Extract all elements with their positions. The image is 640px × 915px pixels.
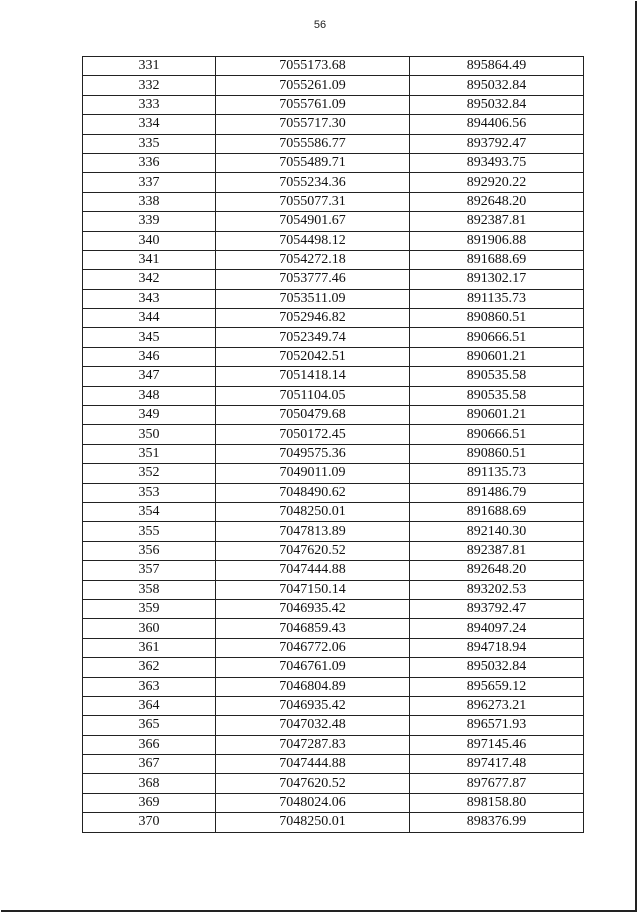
x-coordinate-cell: 7048490.62 bbox=[216, 483, 410, 502]
y-coordinate-cell: 890601.21 bbox=[410, 347, 584, 366]
x-coordinate-cell: 7049575.36 bbox=[216, 444, 410, 463]
table-row bbox=[83, 696, 584, 715]
x-coordinate-cell: 7050479.68 bbox=[216, 406, 410, 425]
table-row bbox=[83, 212, 584, 231]
y-coordinate-cell: 891688.69 bbox=[410, 250, 584, 269]
point-number-cell: 347 bbox=[83, 367, 216, 386]
x-coordinate-cell: 7046935.42 bbox=[216, 599, 410, 618]
y-coordinate-cell: 891486.79 bbox=[410, 483, 584, 502]
point-number-cell: 359 bbox=[83, 599, 216, 618]
x-coordinate-cell: 7054272.18 bbox=[216, 250, 410, 269]
point-number-cell: 355 bbox=[83, 522, 216, 541]
x-coordinate-cell: 7055261.09 bbox=[216, 76, 410, 95]
x-coordinate-cell: 7052946.82 bbox=[216, 309, 410, 328]
x-coordinate-cell: 7055489.71 bbox=[216, 153, 410, 172]
table-row bbox=[83, 444, 584, 463]
point-number-cell: 346 bbox=[83, 347, 216, 366]
point-number-cell: 331 bbox=[83, 57, 216, 76]
table-row bbox=[83, 309, 584, 328]
x-coordinate-cell: 7055234.36 bbox=[216, 173, 410, 192]
x-coordinate-cell: 7046761.09 bbox=[216, 658, 410, 677]
table-row bbox=[83, 580, 584, 599]
y-coordinate-cell: 892648.20 bbox=[410, 561, 584, 580]
y-coordinate-cell: 893792.47 bbox=[410, 134, 584, 153]
point-number-cell: 349 bbox=[83, 406, 216, 425]
point-number-cell: 366 bbox=[83, 735, 216, 754]
x-coordinate-cell: 7055717.30 bbox=[216, 115, 410, 134]
y-coordinate-cell: 891135.73 bbox=[410, 464, 584, 483]
table-row bbox=[83, 502, 584, 521]
y-coordinate-cell: 897145.46 bbox=[410, 735, 584, 754]
point-number-cell: 369 bbox=[83, 793, 216, 812]
x-coordinate-cell: 7050172.45 bbox=[216, 425, 410, 444]
y-coordinate-cell: 893202.53 bbox=[410, 580, 584, 599]
point-number-cell: 348 bbox=[83, 386, 216, 405]
y-coordinate-cell: 897677.87 bbox=[410, 774, 584, 793]
point-number-cell: 340 bbox=[83, 231, 216, 250]
page-number: 56 bbox=[313, 19, 327, 31]
x-coordinate-cell: 7048250.01 bbox=[216, 502, 410, 521]
point-number-cell: 332 bbox=[83, 76, 216, 95]
table-row bbox=[83, 735, 584, 754]
x-coordinate-cell: 7054901.67 bbox=[216, 212, 410, 231]
table-row bbox=[83, 522, 584, 541]
y-coordinate-cell: 891688.69 bbox=[410, 502, 584, 521]
y-coordinate-cell: 891135.73 bbox=[410, 289, 584, 308]
point-number-cell: 352 bbox=[83, 464, 216, 483]
y-coordinate-cell: 890666.51 bbox=[410, 328, 584, 347]
point-number-cell: 341 bbox=[83, 250, 216, 269]
point-number-cell: 343 bbox=[83, 289, 216, 308]
point-number-cell: 362 bbox=[83, 658, 216, 677]
table-body bbox=[83, 57, 584, 833]
point-number-cell: 353 bbox=[83, 483, 216, 502]
point-number-cell: 356 bbox=[83, 541, 216, 560]
table-row bbox=[83, 270, 584, 289]
table-row bbox=[83, 483, 584, 502]
x-coordinate-cell: 7046772.06 bbox=[216, 638, 410, 657]
table-row bbox=[83, 76, 584, 95]
y-coordinate-cell: 890860.51 bbox=[410, 444, 584, 463]
x-coordinate-cell: 7052349.74 bbox=[216, 328, 410, 347]
y-coordinate-cell: 890601.21 bbox=[410, 406, 584, 425]
point-number-cell: 351 bbox=[83, 444, 216, 463]
y-coordinate-cell: 892387.81 bbox=[410, 541, 584, 560]
x-coordinate-cell: 7047150.14 bbox=[216, 580, 410, 599]
point-number-cell: 354 bbox=[83, 502, 216, 521]
point-number-cell: 342 bbox=[83, 270, 216, 289]
y-coordinate-cell: 892387.81 bbox=[410, 212, 584, 231]
x-coordinate-cell: 7047287.83 bbox=[216, 735, 410, 754]
table-row bbox=[83, 153, 584, 172]
point-number-cell: 360 bbox=[83, 619, 216, 638]
table-row bbox=[83, 793, 584, 812]
y-coordinate-cell: 894406.56 bbox=[410, 115, 584, 134]
table-row bbox=[83, 367, 584, 386]
y-coordinate-cell: 894718.94 bbox=[410, 638, 584, 657]
table-row bbox=[83, 716, 584, 735]
x-coordinate-cell: 7048024.06 bbox=[216, 793, 410, 812]
y-coordinate-cell: 893493.75 bbox=[410, 153, 584, 172]
point-number-cell: 370 bbox=[83, 813, 216, 832]
x-coordinate-cell: 7047813.89 bbox=[216, 522, 410, 541]
y-coordinate-cell: 895032.84 bbox=[410, 658, 584, 677]
table-row bbox=[83, 328, 584, 347]
x-coordinate-cell: 7052042.51 bbox=[216, 347, 410, 366]
point-number-cell: 333 bbox=[83, 95, 216, 114]
table-row bbox=[83, 658, 584, 677]
y-coordinate-cell: 895032.84 bbox=[410, 76, 584, 95]
x-coordinate-cell: 7047444.88 bbox=[216, 755, 410, 774]
x-coordinate-cell: 7055173.68 bbox=[216, 57, 410, 76]
table-row bbox=[83, 813, 584, 832]
x-coordinate-cell: 7054498.12 bbox=[216, 231, 410, 250]
table-row bbox=[83, 231, 584, 250]
x-coordinate-cell: 7053777.46 bbox=[216, 270, 410, 289]
table-row bbox=[83, 638, 584, 657]
point-number-cell: 334 bbox=[83, 115, 216, 134]
y-coordinate-cell: 891302.17 bbox=[410, 270, 584, 289]
table-row bbox=[83, 115, 584, 134]
y-coordinate-cell: 895032.84 bbox=[410, 95, 584, 114]
point-number-cell: 364 bbox=[83, 696, 216, 715]
y-coordinate-cell: 897417.48 bbox=[410, 755, 584, 774]
y-coordinate-cell: 890535.58 bbox=[410, 367, 584, 386]
table-row bbox=[83, 134, 584, 153]
table-row bbox=[83, 425, 584, 444]
x-coordinate-cell: 7047032.48 bbox=[216, 716, 410, 735]
table-row bbox=[83, 250, 584, 269]
y-coordinate-cell: 895659.12 bbox=[410, 677, 584, 696]
y-coordinate-cell: 896571.93 bbox=[410, 716, 584, 735]
x-coordinate-cell: 7053511.09 bbox=[216, 289, 410, 308]
x-coordinate-cell: 7055077.31 bbox=[216, 192, 410, 211]
x-coordinate-cell: 7055761.09 bbox=[216, 95, 410, 114]
x-coordinate-cell: 7047444.88 bbox=[216, 561, 410, 580]
point-number-cell: 337 bbox=[83, 173, 216, 192]
x-coordinate-cell: 7048250.01 bbox=[216, 813, 410, 832]
coordinates-table bbox=[82, 56, 584, 833]
y-coordinate-cell: 893792.47 bbox=[410, 599, 584, 618]
x-coordinate-cell: 7047620.52 bbox=[216, 541, 410, 560]
y-coordinate-cell: 896273.21 bbox=[410, 696, 584, 715]
table-row bbox=[83, 774, 584, 793]
x-coordinate-cell: 7049011.09 bbox=[216, 464, 410, 483]
point-number-cell: 368 bbox=[83, 774, 216, 793]
table-row bbox=[83, 619, 584, 638]
x-coordinate-cell: 7047620.52 bbox=[216, 774, 410, 793]
table-row bbox=[83, 95, 584, 114]
y-coordinate-cell: 891906.88 bbox=[410, 231, 584, 250]
point-number-cell: 350 bbox=[83, 425, 216, 444]
point-number-cell: 338 bbox=[83, 192, 216, 211]
table-row bbox=[83, 599, 584, 618]
table-row bbox=[83, 386, 584, 405]
table-row bbox=[83, 173, 584, 192]
point-number-cell: 357 bbox=[83, 561, 216, 580]
y-coordinate-cell: 890535.58 bbox=[410, 386, 584, 405]
y-coordinate-cell: 892648.20 bbox=[410, 192, 584, 211]
y-coordinate-cell: 894097.24 bbox=[410, 619, 584, 638]
table-row bbox=[83, 57, 584, 76]
x-coordinate-cell: 7046859.43 bbox=[216, 619, 410, 638]
point-number-cell: 358 bbox=[83, 580, 216, 599]
y-coordinate-cell: 892140.30 bbox=[410, 522, 584, 541]
x-coordinate-cell: 7046935.42 bbox=[216, 696, 410, 715]
table-row bbox=[83, 347, 584, 366]
x-coordinate-cell: 7046804.89 bbox=[216, 677, 410, 696]
table-row bbox=[83, 406, 584, 425]
point-number-cell: 345 bbox=[83, 328, 216, 347]
point-number-cell: 339 bbox=[83, 212, 216, 231]
y-coordinate-cell: 895864.49 bbox=[410, 57, 584, 76]
table-row bbox=[83, 289, 584, 308]
y-coordinate-cell: 890860.51 bbox=[410, 309, 584, 328]
point-number-cell: 367 bbox=[83, 755, 216, 774]
table-row bbox=[83, 464, 584, 483]
point-number-cell: 361 bbox=[83, 638, 216, 657]
x-coordinate-cell: 7051104.05 bbox=[216, 386, 410, 405]
y-coordinate-cell: 898158.80 bbox=[410, 793, 584, 812]
x-coordinate-cell: 7051418.14 bbox=[216, 367, 410, 386]
table-row bbox=[83, 755, 584, 774]
y-coordinate-cell: 898376.99 bbox=[410, 813, 584, 832]
point-number-cell: 344 bbox=[83, 309, 216, 328]
y-coordinate-cell: 890666.51 bbox=[410, 425, 584, 444]
point-number-cell: 365 bbox=[83, 716, 216, 735]
table-row bbox=[83, 677, 584, 696]
x-coordinate-cell: 7055586.77 bbox=[216, 134, 410, 153]
y-coordinate-cell: 892920.22 bbox=[410, 173, 584, 192]
point-number-cell: 335 bbox=[83, 134, 216, 153]
table-row bbox=[83, 561, 584, 580]
point-number-cell: 336 bbox=[83, 153, 216, 172]
table-row bbox=[83, 541, 584, 560]
point-number-cell: 363 bbox=[83, 677, 216, 696]
table-row bbox=[83, 192, 584, 211]
